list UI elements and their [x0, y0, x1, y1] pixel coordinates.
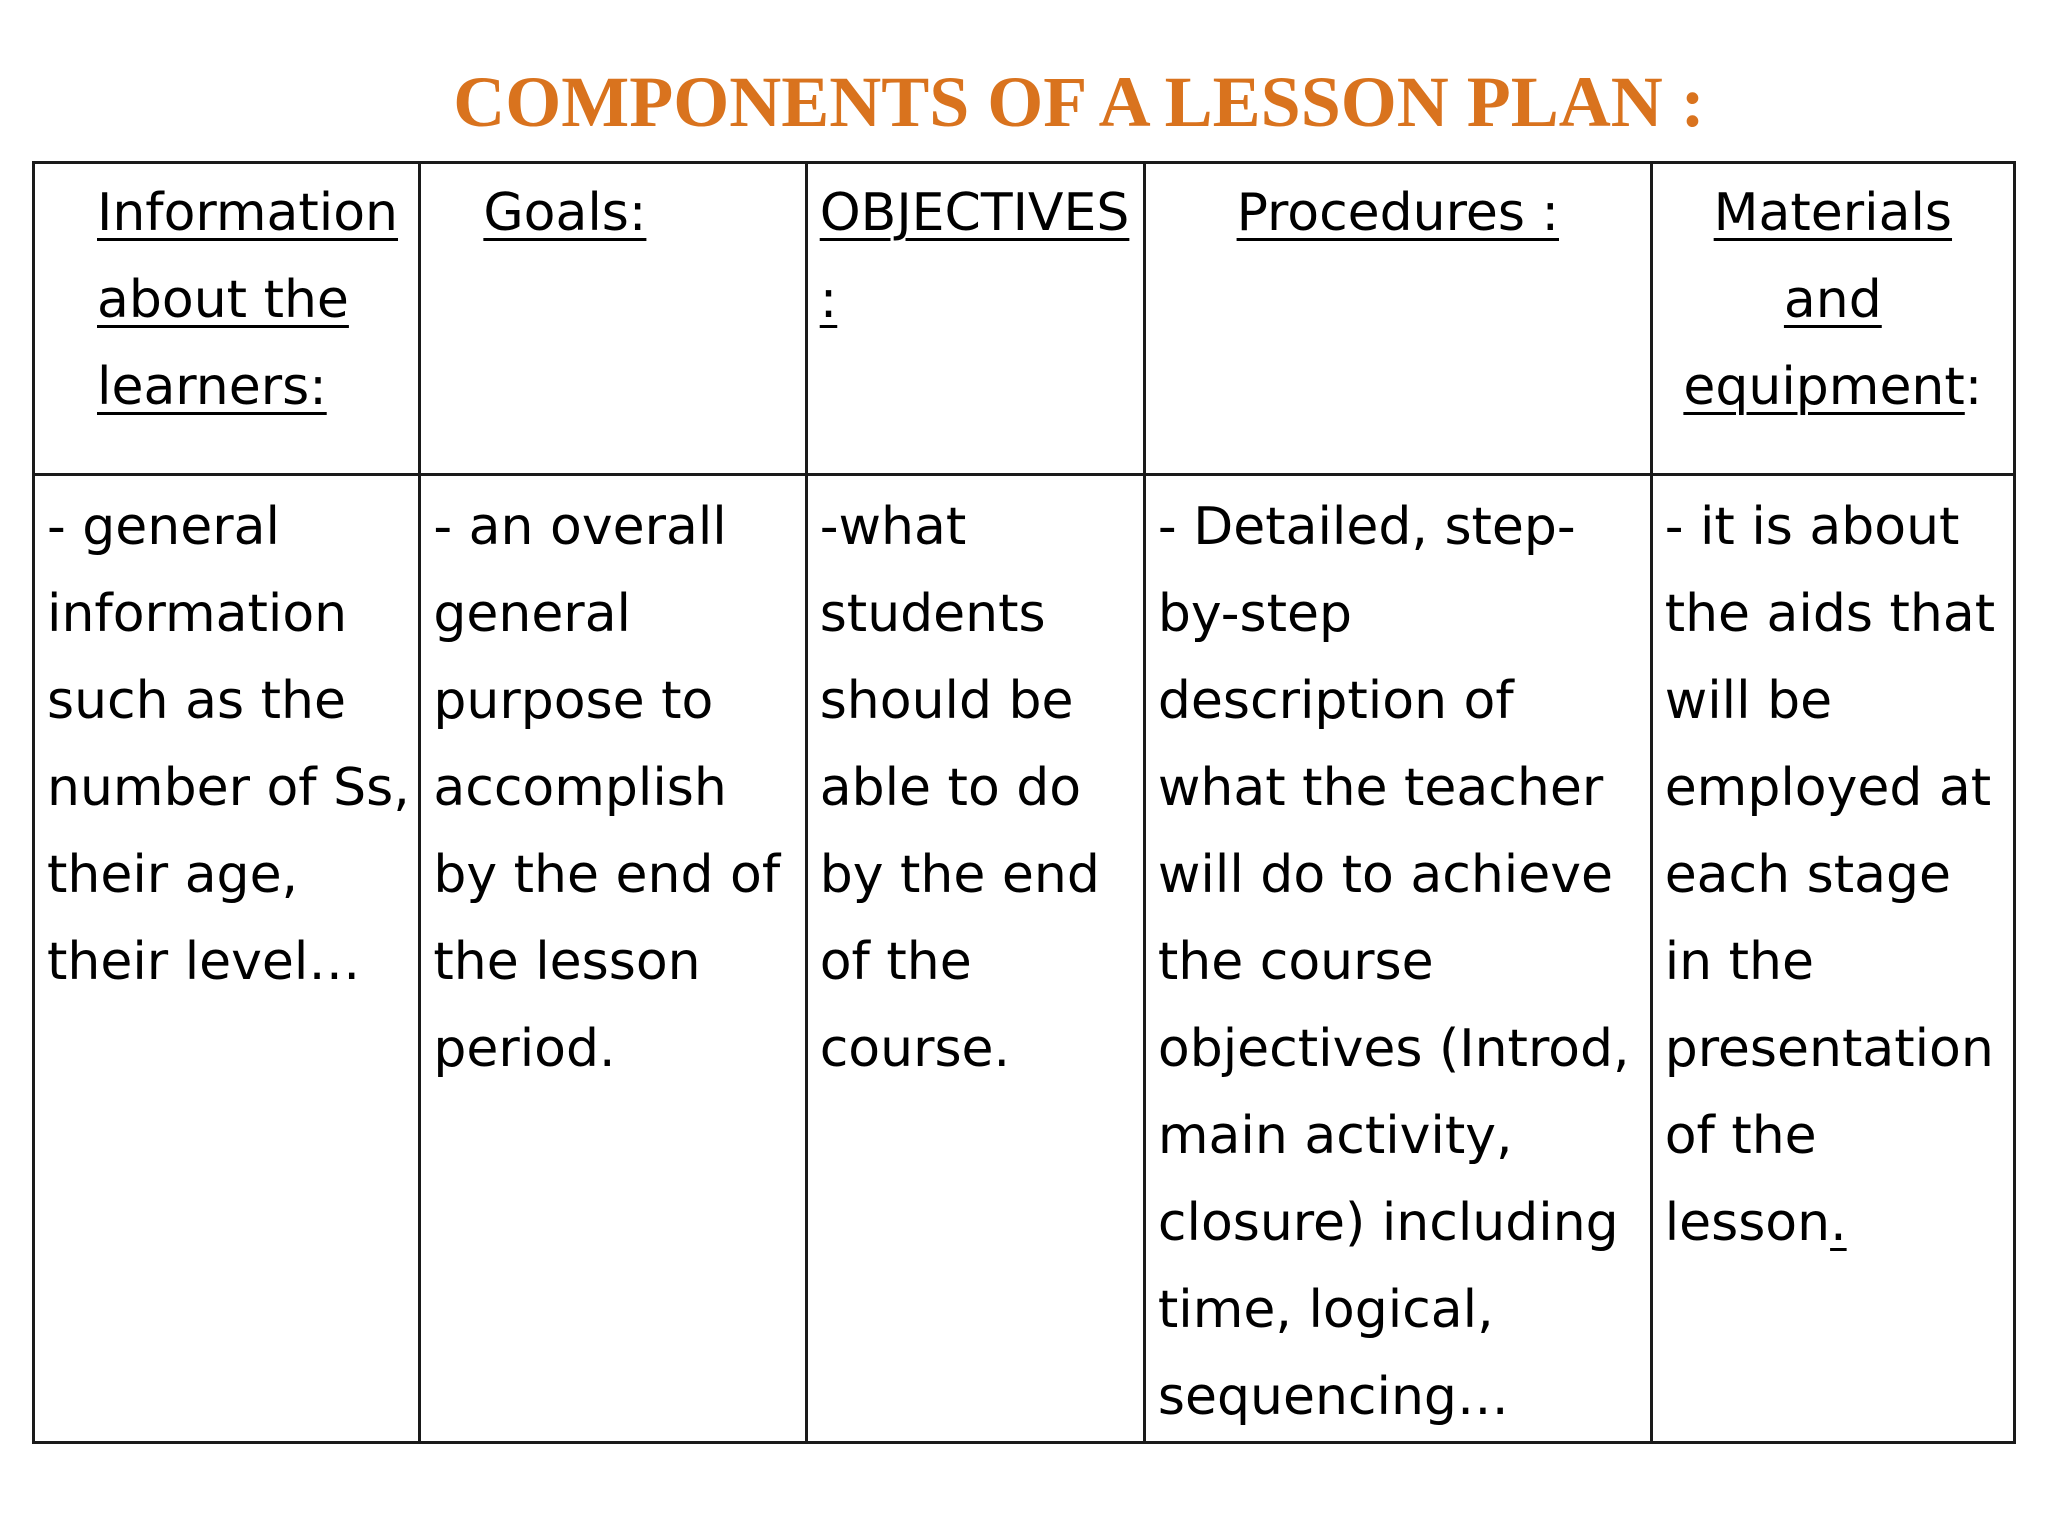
cell-line: the aids that [1664, 584, 1996, 644]
cell-line: closure) including [1157, 1193, 1619, 1253]
cell-line: will be [1664, 671, 1833, 731]
cell-line: accomplish [433, 758, 727, 818]
cell-line: purpose to [433, 671, 714, 731]
header-procedures [1144, 163, 1651, 475]
cell-line: number of Ss, [47, 758, 410, 818]
header-text: : [1964, 357, 1983, 417]
header-line: about the [97, 270, 349, 330]
header-line [1653, 170, 2013, 257]
lesson-plan-table [32, 161, 2016, 1444]
cell-line: each stage [1664, 845, 1951, 905]
cell-line: such as the [47, 671, 346, 731]
header-materials [1651, 163, 2014, 475]
cell-line: -what [819, 497, 967, 557]
header-text: equipment [1683, 357, 1965, 417]
header-line: Goals: [483, 183, 647, 243]
cell-line: time, logical, [1157, 1280, 1494, 1340]
header-line: Procedures : [1236, 183, 1559, 243]
cell-line: the lesson [433, 932, 701, 992]
cell-line: what the teacher [1157, 758, 1604, 818]
cell-line: general [433, 584, 631, 644]
header-learners-info [34, 163, 420, 475]
cell-line: course. [819, 1019, 1011, 1079]
header-line [1653, 257, 2013, 344]
cell-line: students [819, 584, 1046, 644]
cell-line: by the end of [433, 845, 781, 905]
cell-line: - an overall [433, 497, 727, 557]
cell-line: sequencing… [1157, 1367, 1509, 1427]
cell-line: objectives (Introd, [1157, 1019, 1630, 1079]
cell-line: description of [1157, 671, 1514, 731]
cell-line [1665, 1180, 2001, 1267]
cell-line: - it is about [1664, 497, 1960, 557]
cell-goals [420, 475, 806, 1443]
header-line: OBJECTIVES [819, 183, 1130, 243]
cell-line: will do to achieve [1157, 845, 1614, 905]
header-text: Materials [1713, 183, 1953, 243]
cell-line: by the end [819, 845, 1100, 905]
header-objectives [806, 163, 1144, 475]
cell-text: lesson [1664, 1193, 1831, 1253]
cell-line: their level… [47, 932, 361, 992]
header-line: : [819, 270, 838, 330]
cell-line: of the [1664, 1106, 1817, 1166]
header-line: learners: [97, 357, 327, 417]
page-title: COMPONENTS OF A LESSON PLAN : [453, 62, 1705, 142]
cell-line: - general [47, 497, 280, 557]
cell-materials [1651, 475, 2014, 1443]
cell-line: information [47, 584, 348, 644]
header-text: and [1783, 270, 1882, 330]
cell-line: main activity, [1157, 1106, 1513, 1166]
cell-line: their age, [47, 845, 299, 905]
cell-procedures [1144, 475, 1651, 1443]
cell-line: in the [1664, 932, 1814, 992]
header-line: Information [97, 183, 399, 243]
cell-line: - Detailed, step- [1157, 497, 1576, 557]
cell-line: employed at [1664, 758, 1992, 818]
cell-objectives [806, 475, 1144, 1443]
cell-learners-info [34, 475, 420, 1443]
cell-line: the course [1157, 932, 1434, 992]
table-body-row [34, 475, 2015, 1443]
cell-line: should be [819, 671, 1074, 731]
cell-line: able to do [819, 758, 1082, 818]
cell-text: . [1830, 1193, 1847, 1253]
header-line [1653, 344, 2013, 431]
cell-line: of the [819, 932, 972, 992]
table-header-row [34, 163, 2015, 475]
cell-line: period. [433, 1019, 616, 1079]
header-goals [420, 163, 806, 475]
cell-line: by-step [1157, 584, 1353, 644]
cell-line: presentation [1664, 1019, 1994, 1079]
